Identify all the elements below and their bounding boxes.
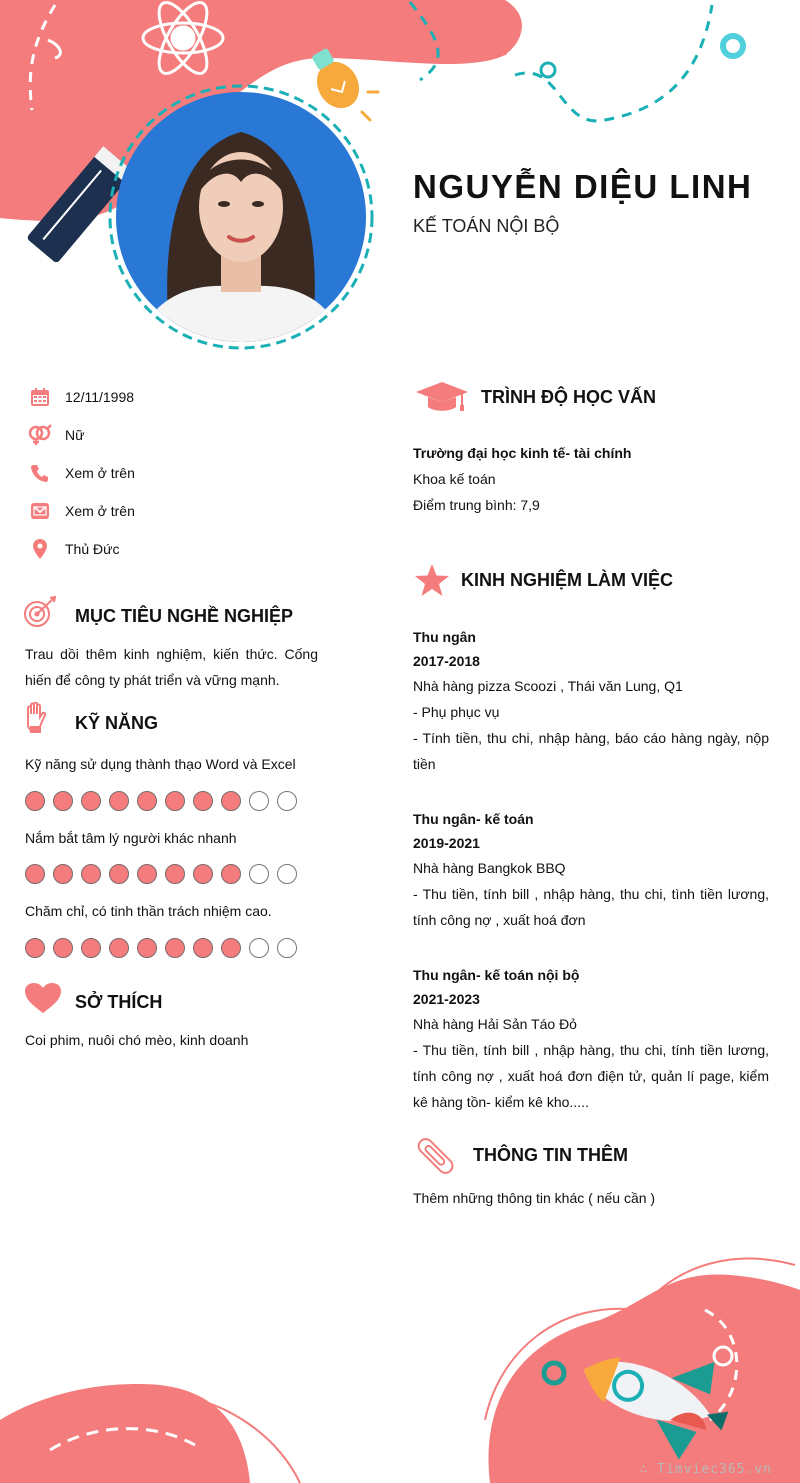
skill-label: Nắm bắt tâm lý người khác nhanh (25, 830, 237, 846)
faculty: Khoa kế toán (413, 471, 496, 487)
objective-title: MỤC TIÊU NGHỀ NGHIỆP (75, 606, 294, 626)
phone-value: Xem ở trên (65, 465, 135, 481)
rating-dot-filled (165, 791, 185, 811)
rating-dot-empty (277, 938, 297, 958)
rating-dot-filled (137, 938, 157, 958)
skill-rating (25, 864, 297, 884)
job-position: Thu ngân (413, 629, 476, 645)
rating-dot-filled (53, 938, 73, 958)
rating-dot-filled (221, 864, 241, 884)
rating-dot-empty (249, 864, 269, 884)
info-gender (28, 423, 84, 447)
address-value: Thủ Đức (65, 541, 120, 557)
rating-dot-filled (193, 791, 213, 811)
email-value: Xem ở trên (65, 503, 135, 519)
gender-value: Nữ (65, 427, 85, 443)
rating-dot-filled (165, 938, 185, 958)
rating-dot-filled (109, 791, 129, 811)
rating-dot-empty (277, 864, 297, 884)
rating-dot-filled (81, 864, 101, 884)
school-name: Trường đại học kinh tế- tài chính (413, 445, 632, 461)
objective-text: Trau dồi thêm kinh nghiệm, kiến thức. Cống hiến để công ty phát triển và vững mạnh. (25, 646, 318, 688)
job-title: KẾ TOÁN NỘI BỘ (413, 216, 560, 236)
job-period: 2021-2023 (413, 991, 480, 1007)
hand-icon (24, 702, 48, 739)
rating-dot-filled (53, 864, 73, 884)
rating-dot-filled (221, 791, 241, 811)
rating-dot-filled (137, 791, 157, 811)
job-period: 2019-2021 (413, 835, 480, 851)
rating-dot-empty (249, 938, 269, 958)
rating-dot-filled (165, 864, 185, 884)
rating-dot-filled (109, 864, 129, 884)
email-icon (28, 499, 52, 523)
rating-dot-filled (25, 938, 45, 958)
additional-title: THÔNG TIN THÊM (473, 1145, 628, 1165)
hobbies-title: SỞ THÍCH (75, 992, 163, 1012)
job-detail: - Thu tiền, tính bill , nhập hàng, thu chi, tình tiền lương, tính công nợ , xuất hoá đơn (413, 886, 769, 928)
phone-icon (28, 461, 52, 485)
skill-label: Chăm chỉ, có tinh thần trách nhiệm cao. (25, 903, 272, 919)
job-detail: - Phụ phục vụ (413, 704, 500, 720)
calendar-icon (28, 385, 52, 409)
rating-dot-empty (277, 791, 297, 811)
job-company: Nhà hàng Hải Sản Táo Đỏ (413, 1016, 577, 1032)
target-icon (24, 596, 58, 633)
job-period: 2017-2018 (413, 653, 480, 669)
paperclip-icon (416, 1136, 458, 1181)
gender-icon (28, 423, 52, 447)
job-detail: - Thu tiền, tính bill , nhập hàng, thu chi, tính tiền lương, tính công nợ , xuất hoá đơn điện tử, quản lí page, kiểm kê hàng tồn- kiểm kê kho..... (413, 1042, 769, 1110)
location-pin-icon (28, 537, 52, 561)
rating-dot-filled (25, 791, 45, 811)
rating-dot-filled (81, 791, 101, 811)
education-title: TRÌNH ĐỘ HỌC VẤN (481, 387, 656, 407)
rating-dot-filled (193, 938, 213, 958)
info-phone (28, 461, 135, 485)
skill-label: Kỹ năng sử dụng thành thạo Word và Excel (25, 756, 296, 772)
info-address (28, 537, 120, 561)
watermark: ∴ Timviec365.vn (639, 1462, 772, 1477)
info-birthday (28, 385, 134, 409)
experience-item (413, 963, 769, 1115)
rating-dot-empty (249, 791, 269, 811)
job-position: Thu ngân- kế toán (413, 811, 534, 827)
job-position: Thu ngân- kế toán nội bộ (413, 967, 580, 983)
skill-rating (25, 791, 297, 811)
rating-dot-filled (137, 864, 157, 884)
job-detail: - Tính tiền, thu chi, nhập hàng, báo cáo hàng ngày, nộp tiền (413, 730, 769, 772)
star-icon (414, 563, 450, 602)
heart-icon (24, 982, 62, 1019)
avatar-photo (116, 92, 366, 342)
rating-dot-filled (221, 938, 241, 958)
birthday-value: 12/11/1998 (65, 389, 135, 405)
info-email (28, 499, 135, 523)
job-company: Nhà hàng pizza Scoozi , Thái văn Lung, Q1 (413, 678, 683, 694)
job-company: Nhà hàng Bangkok BBQ (413, 860, 566, 876)
education-block (413, 440, 783, 518)
candidate-name: NGUYỄN DIỆU LINH (413, 168, 753, 205)
additional-text: Thêm những thông tin khác ( nếu cần ) (413, 1190, 656, 1206)
rating-dot-filled (81, 938, 101, 958)
experience-item (413, 807, 769, 933)
graduation-cap-icon (414, 380, 470, 419)
experience-item (413, 625, 769, 777)
rating-dot-filled (109, 938, 129, 958)
gpa: Điểm trung bình: 7,9 (413, 497, 540, 513)
rating-dot-filled (53, 791, 73, 811)
experience-title: KINH NGHIỆM LÀM VIỆC (461, 570, 674, 590)
hobbies-text: Coi phim, nuôi chó mèo, kinh doanh (25, 1032, 249, 1048)
rating-dot-filled (25, 864, 45, 884)
rating-dot-filled (193, 864, 213, 884)
skill-rating (25, 938, 297, 958)
skills-title: KỸ NĂNG (75, 713, 159, 733)
